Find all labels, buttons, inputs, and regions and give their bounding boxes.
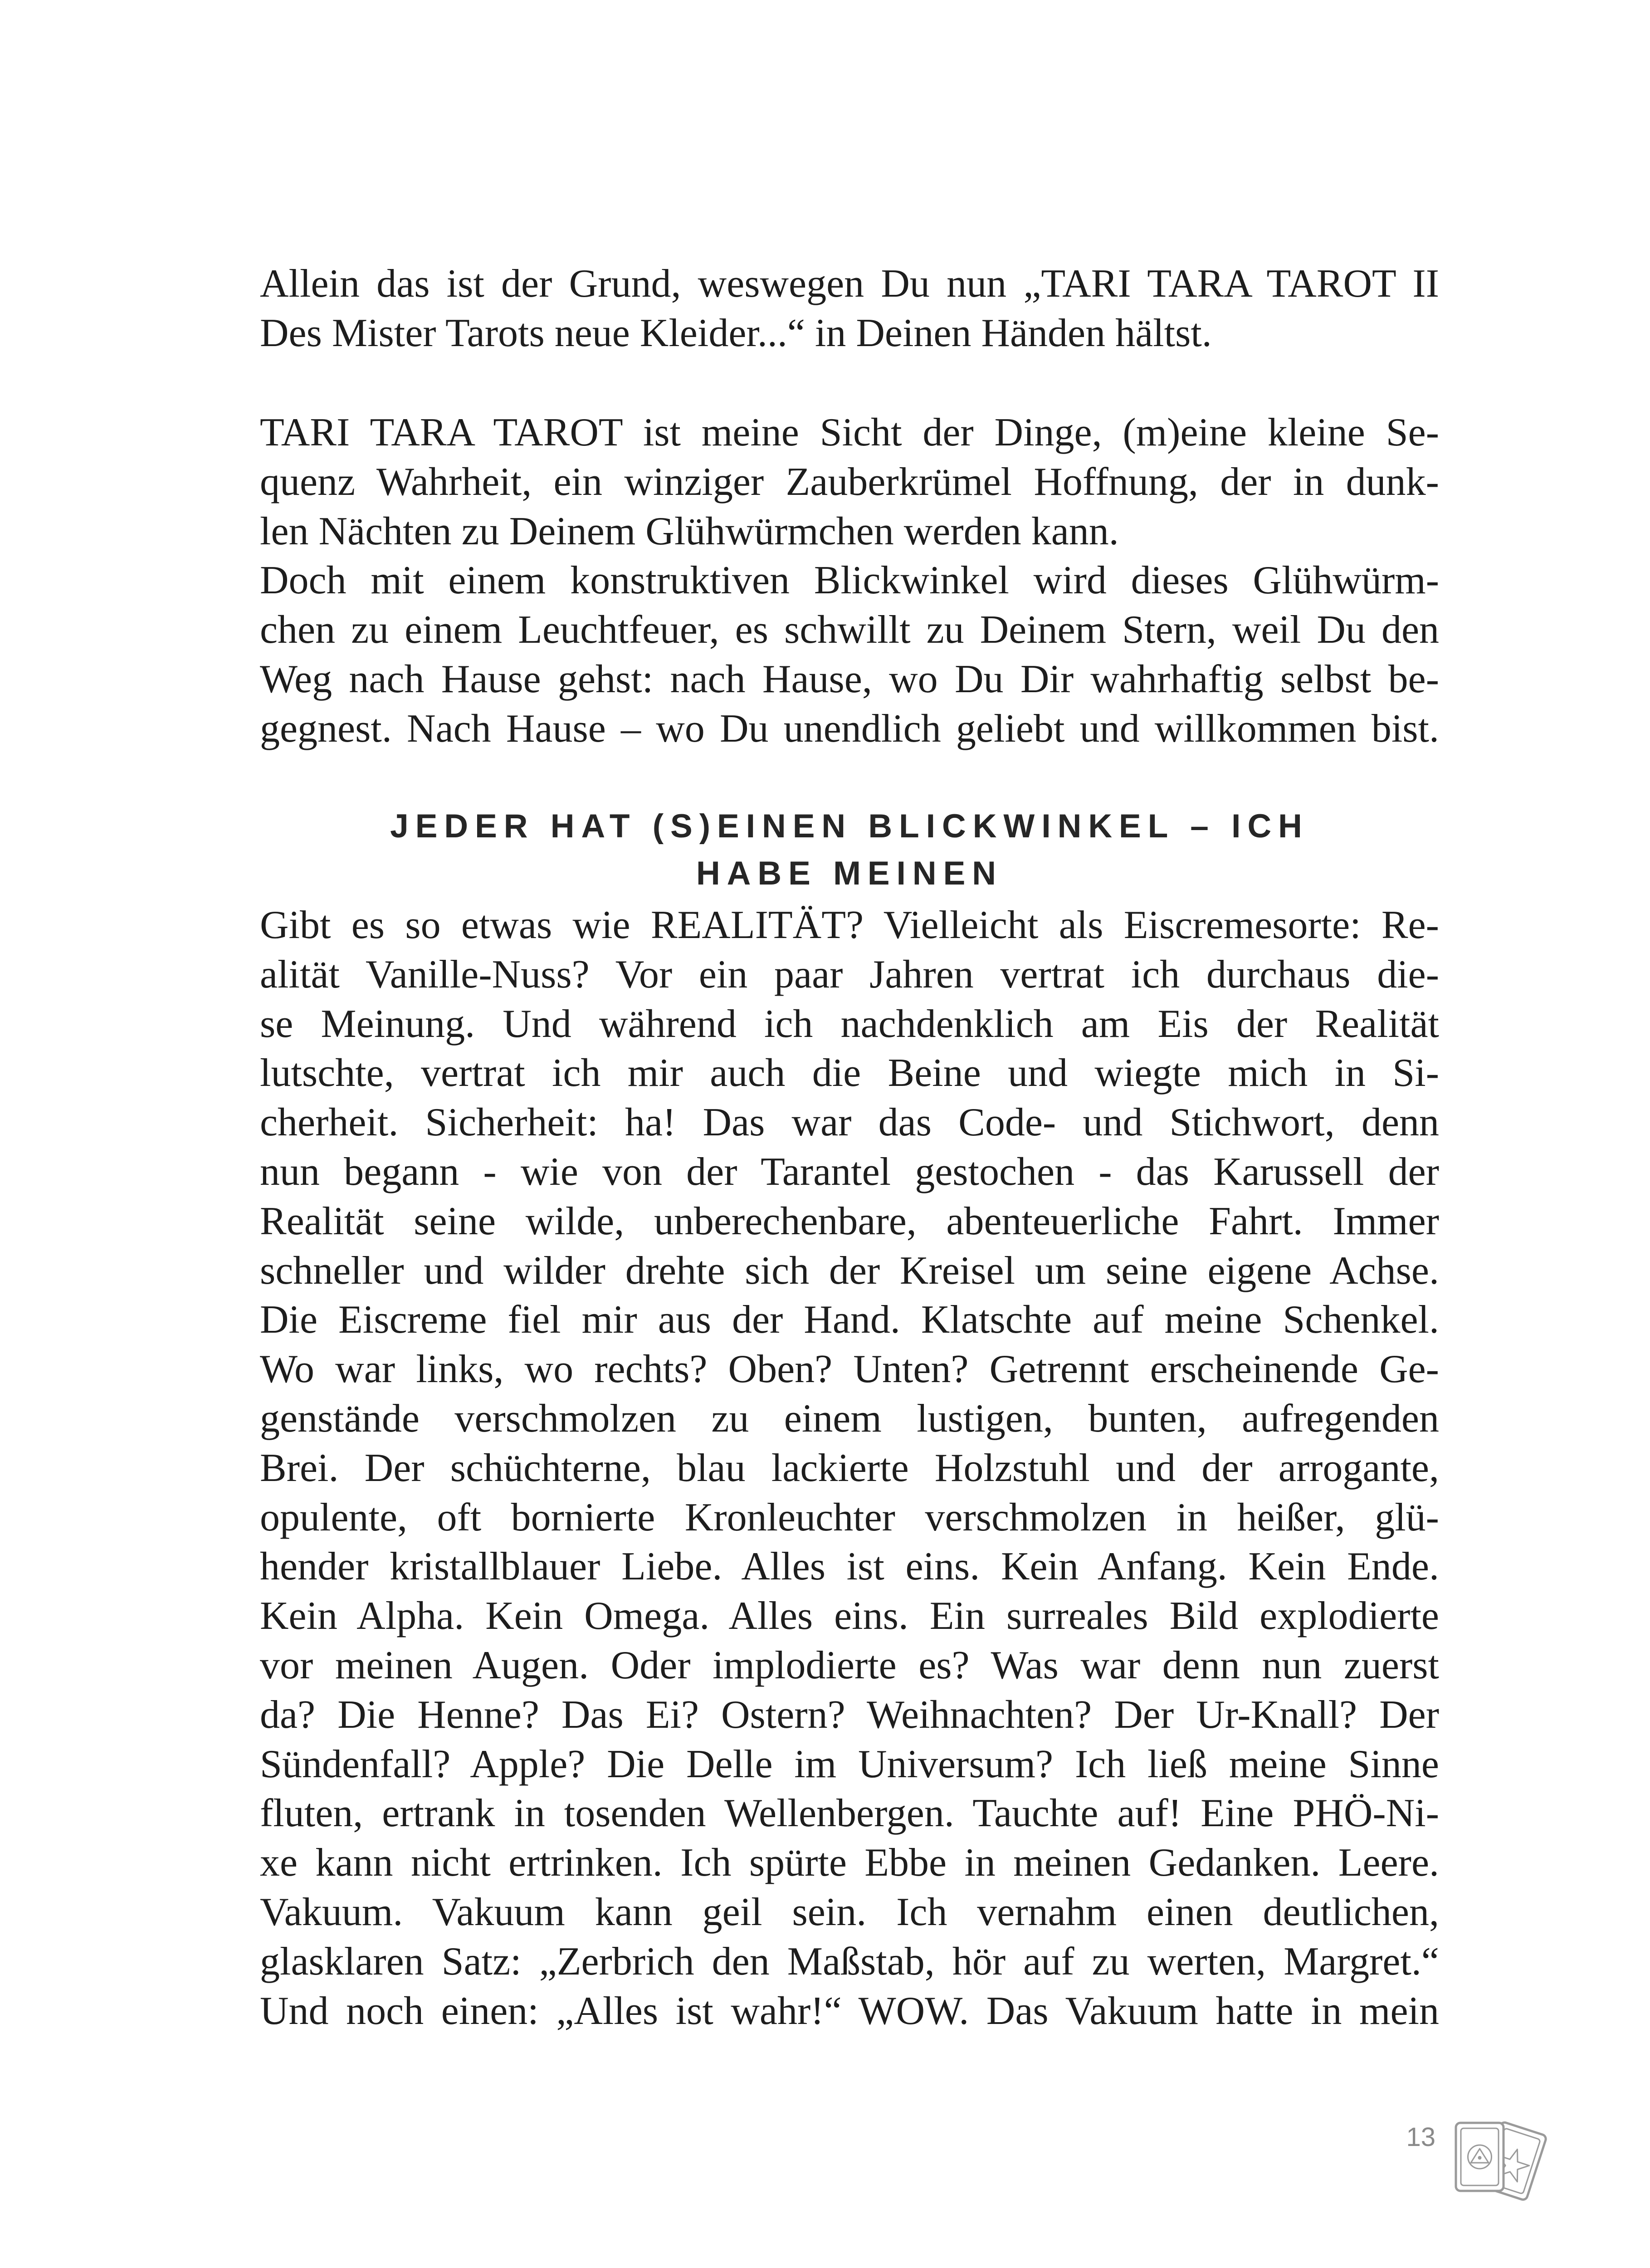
- text-line: hender kristallblauer Liebe. Alles ist eins. Kein Anfang. Kein Ende.: [260, 1545, 1439, 1589]
- text-line: cherheit. Sicherheit: ha! Das war das Code- und Stichwort, denn: [260, 1100, 1439, 1145]
- text-line: Allein das ist der Grund, weswegen Du nun „TARI TARA TAROT II: [260, 262, 1439, 306]
- intro-paragraph: [260, 259, 1439, 358]
- text-line: Kein Alpha. Kein Omega. Alles eins. Ein surreales Bild explodierte: [260, 1594, 1439, 1638]
- text-line: alität Vanille-Nuss? Vor ein paar Jahren vertrat ich durchaus die-: [260, 952, 1439, 997]
- text-line: quenz Wahrheit, ein winziger Zauberkrümel Hoffnung, der in dunk-: [260, 459, 1439, 504]
- text-line: da? Die Henne? Das Ei? Ostern? Weihnachten? Der Ur-Knall? Der: [260, 1692, 1439, 1737]
- text-line: se Meinung. Und während ich nachdenklich am Eis der Realität: [260, 1002, 1439, 1046]
- text-line: Realität seine wilde, unberechenbare, abenteuerliche Fahrt. Immer: [260, 1199, 1439, 1243]
- text-line: gegnest. Nach Hause – wo Du unendlich geliebt und willkommen bist.: [260, 706, 1439, 751]
- text-line: chen zu einem Leuchtfeuer, es schwillt zu Deinem Stern, weil Du den: [260, 608, 1439, 652]
- text-line: vor meinen Augen. Oder implodierte es? Was war denn nun zuerst: [260, 1643, 1439, 1687]
- text-line: lutschte, vertrat ich mir auch die Beine und wiegte mich in Si-: [260, 1051, 1439, 1095]
- text-line: TARI TARA TAROT ist meine Sicht der Dinge, (m)eine kleine Se-: [260, 411, 1439, 455]
- text-line: Sündenfall? Apple? Die Delle im Universum? Ich ließ meine Sinne: [260, 1742, 1439, 1786]
- text-line: Und noch einen: „Alles ist wahr!“ WOW. Das Vakuum hatte in mein: [260, 1989, 1439, 2033]
- text-line: Die Eiscreme fiel mir aus der Hand. Klatschte auf meine Schenkel.: [260, 1298, 1439, 1342]
- paragraph-realitaet: [260, 901, 1439, 2036]
- text-line: Brei. Der schüchterne, blau lackierte Holzstuhl und der arrogante,: [260, 1446, 1439, 1490]
- text-line: fluten, ertrank in tosenden Wellenbergen. Tauchte auf! Eine PHÖ-Ni-: [260, 1791, 1439, 1836]
- text-line: len Nächten zu Deinem Glühwürmchen werden kann.: [260, 509, 1119, 553]
- text-line: Vakuum. Vakuum kann geil sein. Ich vernahm einen deutlichen,: [260, 1890, 1439, 1934]
- heading-line-2: HABE MEINEN: [696, 855, 1003, 892]
- heading-line-1: JEDER HAT (S)EINEN BLICKWINKEL – ICH: [390, 808, 1309, 845]
- text-line: Wo war links, wo rechts? Oben? Unten? Getrennt erscheinende Ge-: [260, 1347, 1439, 1392]
- text-line: Weg nach Hause gehst: nach Hause, wo Du Dir wahrhaftig selbst be-: [260, 657, 1439, 701]
- text-line: glasklaren Satz: „Zerbrich den Maßstab, hör auf zu werten, Margret.“: [260, 1939, 1439, 1984]
- text-line: opulente, oft bornierte Kronleuchter verschmolzen in heißer, glü-: [260, 1495, 1439, 1540]
- text-line: schneller und wilder drehte sich der Kreisel um seine eigene Achse.: [260, 1248, 1439, 1293]
- text-line: Gibt es so etwas wie REALITÄT? Vielleicht als Eiscremesorte: Re-: [260, 903, 1439, 947]
- text-line: Des Mister Tarots neue Kleider...“ in Deinen Händen hältst.: [260, 311, 1212, 355]
- tarot-cards-icon: [1447, 2114, 1551, 2209]
- text-line: genstände verschmolzen zu einem lustigen, bunten, aufregenden: [260, 1396, 1439, 1441]
- page-number: 13: [1406, 2122, 1435, 2152]
- text-line: Doch mit einem konstruktiven Blickwinkel wird dieses Glühwürm-: [260, 558, 1439, 603]
- text-line: xe kann nicht ertrinken. Ich spürte Ebbe in meinen Gedanken. Leere.: [260, 1841, 1439, 1885]
- section-heading: [260, 803, 1439, 897]
- paragraph-tari-tara-tarot: [260, 408, 1439, 754]
- text-line: nun begann - wie von der Tarantel gestochen - das Karussell der: [260, 1149, 1439, 1194]
